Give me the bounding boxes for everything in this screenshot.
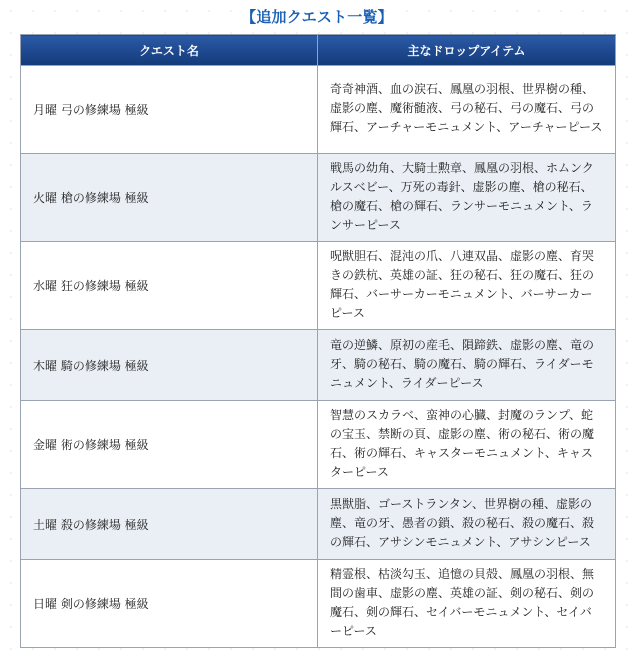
drop-items-cell: 奇奇神酒、血の涙石、鳳凰の羽根、世界樹の種、虚影の塵、魔術髄液、弓の秘石、弓の魔石、弓の輝石、アーチャーモニュメント、アーチャーピース [318, 66, 616, 154]
table-row [21, 66, 616, 154]
table-row [21, 154, 616, 242]
quest-name-cell: 木曜 騎の修練場 極級 [21, 330, 318, 401]
column-header-drop-items: 主なドロップアイテム [318, 35, 616, 66]
quest-name-cell: 金曜 術の修練場 極級 [21, 401, 318, 489]
quest-name-cell: 日曜 剣の修練場 極級 [21, 560, 318, 648]
quest-name-cell: 土曜 殺の修練場 極級 [21, 489, 318, 560]
table-row [21, 242, 616, 330]
table-row [21, 489, 616, 560]
table-row [21, 401, 616, 489]
drop-items-cell: 精霊根、枯淡勾玉、追憶の貝殻、鳳凰の羽根、無間の歯車、虚影の塵、英雄の証、剣の秘石、剣の魔石、剣の輝石、セイバーモニュメント、セイバーピース [318, 560, 616, 648]
table-header-row [21, 35, 616, 66]
drop-items-cell: 呪獣胆石、混沌の爪、八連双晶、虚影の塵、育哭きの鉄杭、英雄の証、狂の秘石、狂の魔石、狂の輝石、バーサーカーモニュメント、バーサーカーピース [318, 242, 616, 330]
quest-table [20, 34, 616, 648]
drop-items-cell: 智慧のスカラベ、蛮神の心臓、封魔のランプ、蛇の宝玉、禁断の頁、虚影の塵、術の秘石、術の魔石、術の輝石、キャスターモニュメント、キャスターピース [318, 401, 616, 489]
quest-name-cell: 水曜 狂の修練場 極級 [21, 242, 318, 330]
table-row [21, 330, 616, 401]
quest-name-cell: 火曜 槍の修練場 極級 [21, 154, 318, 242]
page-title: 【追加クエスト一覧】 [241, 8, 393, 26]
table-row [21, 560, 616, 648]
quest-name-cell: 月曜 弓の修練場 極級 [21, 66, 318, 154]
drop-items-cell: 黒獣脂、ゴーストランタン、世界樹の種、虚影の塵、竜の牙、愚者の鎖、殺の秘石、殺の魔石、殺の輝石、アサシンモニュメント、アサシンピース [318, 489, 616, 560]
drop-items-cell: 竜の逆鱗、原初の産毛、隕蹄鉄、虚影の塵、竜の牙、騎の秘石、騎の魔石、騎の輝石、ライダーモニュメント、ライダーピース [318, 330, 616, 401]
column-header-quest-name: クエスト名 [21, 35, 318, 66]
drop-items-cell: 戦馬の幼角、大騎士勲章、鳳凰の羽根、ホムンクルスベビー、万死の毒針、虚影の塵、槍の秘石、槍の魔石、槍の輝石、ランサーモニュメント、ランサーピース [318, 154, 616, 242]
